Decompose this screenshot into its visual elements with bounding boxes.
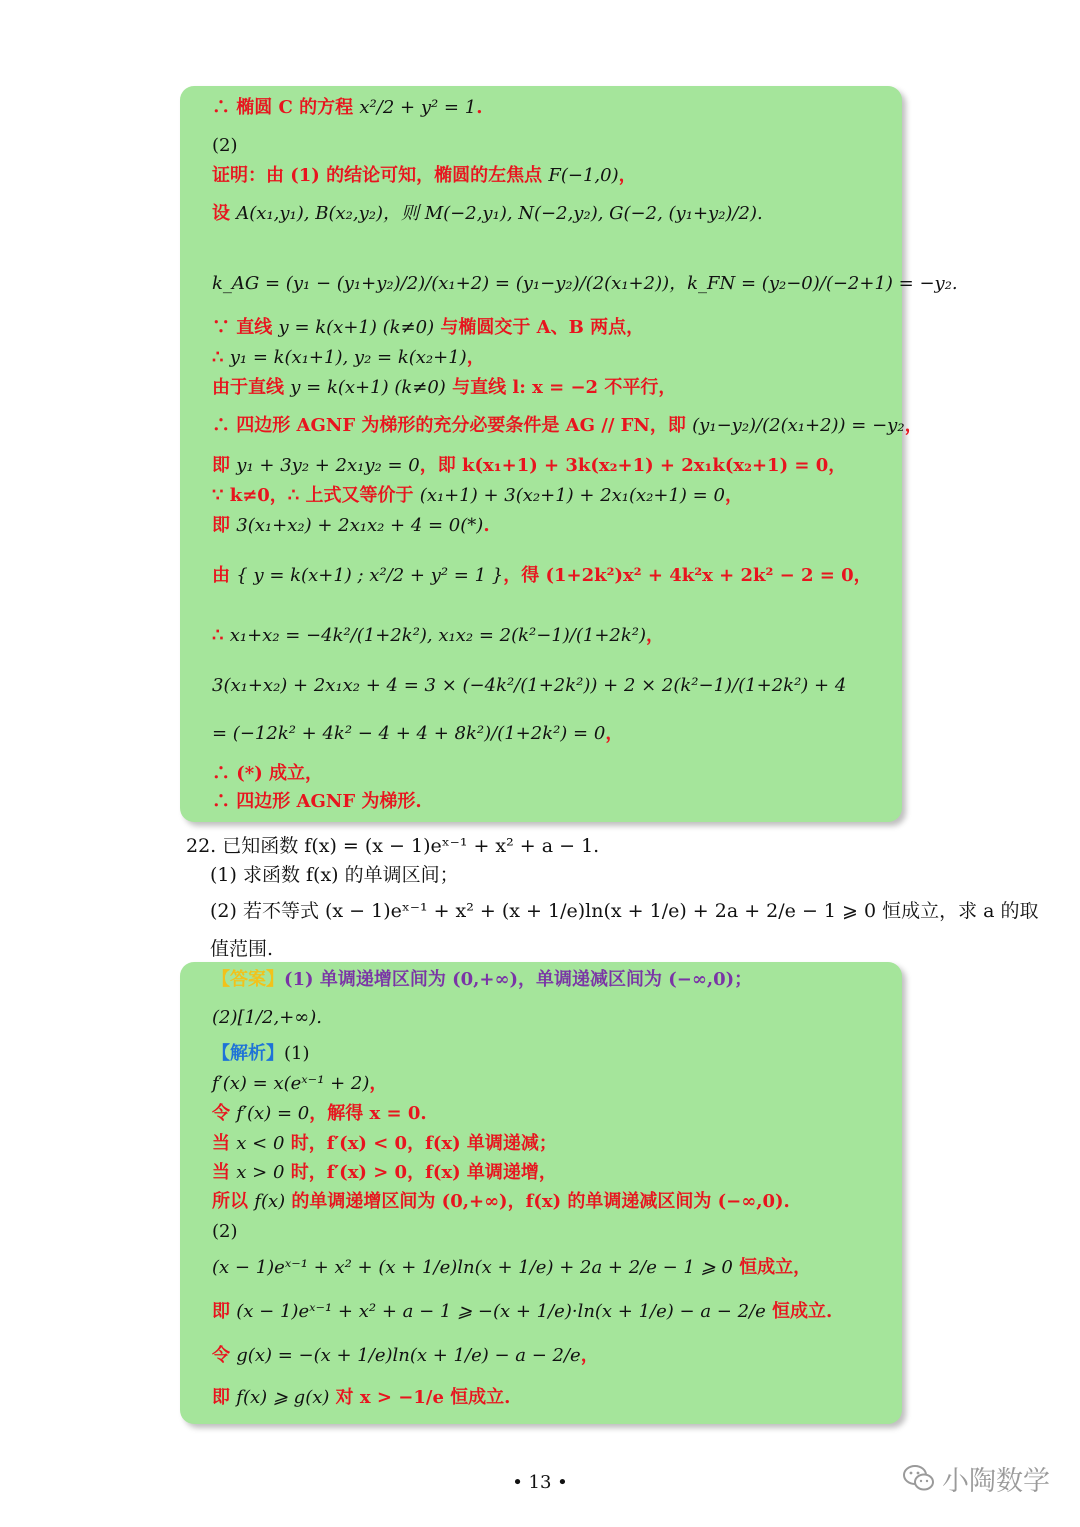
solution-line: (x − 1)eˣ⁻¹ + x² + (x + 1/e)ln(x + 1/e) + 2a + 2/e − 1 ⩾ 0 恒成立， — [212, 1257, 812, 1278]
solution-line: 即 f(x) ⩾ g(x) 对 x > −1/e 恒成立. — [212, 1387, 511, 1408]
solution-line: 由于直线 y = k(x+1) (k≠0) 与直线 l: x = −2 不平行， — [212, 377, 677, 398]
solution-box-2 — [180, 962, 902, 1424]
solution-line: 证明：由 (1) 的结论可知，椭圆的左焦点 F(−1,0)， — [212, 165, 637, 186]
watermark — [902, 1458, 1050, 1498]
question-part-2: (2) 若不等式 (x − 1)eˣ⁻¹ + x² + (x + 1/e)ln(x + 1/e) + 2a + 2/e − 1 ⩾ 0 恒成立，求 a 的取 — [210, 900, 1039, 922]
solution-line: ∴ 椭圆 C 的方程 x²/2 + y² = 1. — [212, 97, 483, 118]
solution-line: 即 (x − 1)eˣ⁻¹ + x² + a − 1 ⩾ −(x + 1/e)·ln(x + 1/e) − a − 2/e 恒成立. — [212, 1301, 833, 1322]
analysis-tag: 【解析】 — [212, 1043, 284, 1064]
solution-line: ∴ 四边形 AGNF 为梯形. — [212, 791, 422, 812]
page-number: • 13 • — [512, 1472, 568, 1493]
solution-line: 设 A(x₁,y₁), B(x₂,y₂)，则 M(−2,y₁), N(−2,y₂), G(−2, (y₁+y₂)/2). — [212, 203, 763, 224]
answer-tag: 【答案】 — [212, 969, 284, 990]
solution-line: f′(x) = x(eˣ⁻¹ + 2)， — [212, 1073, 388, 1094]
wechat-icon — [902, 1463, 936, 1493]
solution-line: ∴ y₁ = k(x₁+1), y₂ = k(x₂+1)， — [212, 347, 485, 368]
solution-line: ∴ 四边形 AGNF 为梯形的充分必要条件是 AG // FN，即 (y₁−y₂)/(2(x₁+2)) = −y₂， — [212, 415, 923, 436]
solution-line: 当 x > 0 时，f′(x) > 0，f(x) 单调递增， — [212, 1162, 557, 1183]
solution-line: 令 g(x) = −(x + 1/e)ln(x + 1/e) − a − 2/e， — [212, 1345, 599, 1366]
solution-line: 所以 f(x) 的单调递增区间为 (0,+∞)，f(x) 的单调递减区间为 (−∞,0). — [212, 1191, 790, 1212]
solution-line: ∴ (*) 成立， — [212, 763, 323, 784]
solution-box-1 — [180, 86, 958, 822]
answer-line-2: (2)[1/2,+∞). — [212, 1007, 323, 1028]
question-part-2-cont: 值范围. — [210, 938, 274, 960]
solution-line: 即 y₁ + 3y₂ + 2x₁y₂ = 0，即 k(x₁+1) + 3k(x₂+1) + 2x₁k(x₂+1) = 0， — [212, 455, 847, 476]
solution-line: 令 f′(x) = 0，解得 x = 0. — [212, 1103, 427, 1124]
solution-line: ∵ 直线 y = k(x+1) (k≠0) 与椭圆交于 A、B 两点， — [212, 317, 645, 338]
solution-line: k_AG = (y₁ − (y₁+y₂)/2)/(x₁+2) = (y₁−y₂)/(2(x₁+2))，k_FN = (y₂−0)/(−2+1) = −y₂. — [212, 273, 958, 294]
solution-line: 由 { y = k(x+1) ; x²/2 + y² = 1 }，得 (1+2k²)x² + 4k²x + 2k² − 2 = 0， — [212, 565, 872, 586]
solution-line: (2) — [212, 1221, 238, 1242]
solution-line: = (−12k² + 4k² − 4 + 4 + 8k²)/(1+2k²) = 0， — [212, 723, 624, 744]
answer-line-1: 【答案】(1) 单调递增区间为 (0,+∞)，单调递减区间为 (−∞,0)； — [212, 969, 753, 990]
question-part-1: (1) 求函数 f(x) 的单调区间； — [210, 864, 459, 886]
solution-line: ∴ x₁+x₂ = −4k²/(1+2k²), x₁x₂ = 2(k²−1)/(1+2k²)， — [212, 625, 665, 646]
watermark-text: 小陶数学 — [942, 1465, 1050, 1497]
solution-line: 当 x < 0 时，f′(x) < 0，f(x) 单调递减； — [212, 1133, 557, 1154]
solution-line: ∵ k≠0，∴ 上式又等价于 (x₁+1) + 3(x₂+1) + 2x₁(x₂+1) = 0， — [212, 485, 743, 506]
solution-line: 3(x₁+x₂) + 2x₁x₂ + 4 = 3 × (−4k²/(1+2k²)) + 2 × 2(k²−1)/(1+2k²) + 4 — [212, 675, 847, 696]
question-stem: 22. 已知函数 f(x) = (x − 1)eˣ⁻¹ + x² + a − 1. — [186, 835, 600, 857]
analysis-line: 【解析】(1) — [212, 1043, 310, 1064]
solution-line: (2) — [212, 135, 238, 156]
solution-line: 即 3(x₁+x₂) + 2x₁x₂ + 4 = 0(*). — [212, 515, 490, 536]
